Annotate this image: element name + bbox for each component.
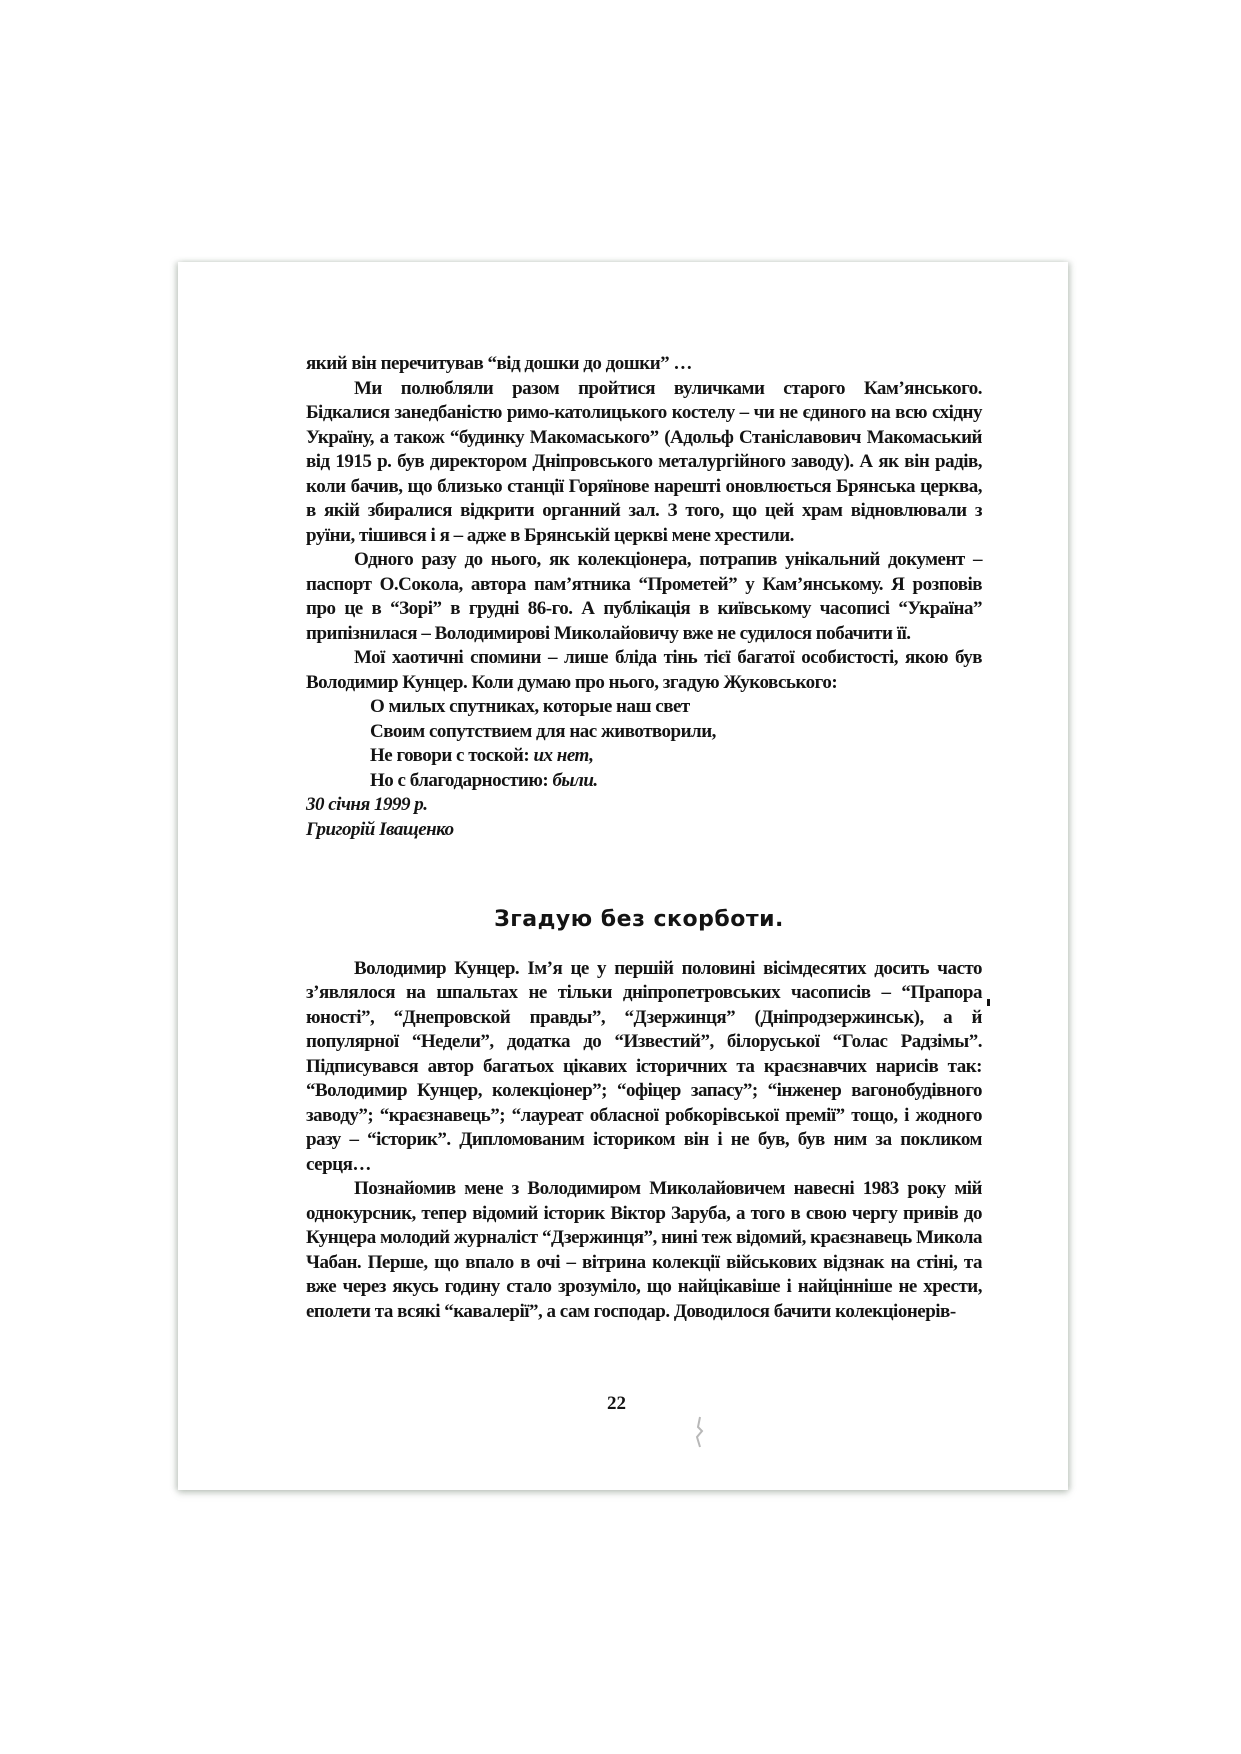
page-number: 22 [607, 1393, 626, 1414]
paragraph-continuation: який він перечитував “від дошки до дошки” … [306, 353, 692, 374]
poem-line: Но с благодарностию: были. [370, 769, 598, 791]
paragraph: Мої хаотичні спомини – лише бліда тінь тієї багатої особистості, якою був Володимир Кунцер. Коли думаю про нього, згадую Жуковського: [306, 647, 982, 693]
date-signature: 30 січня 1999 р. [306, 794, 428, 815]
poem-line: Не говори с тоской: их нет, [370, 745, 594, 766]
paragraph: Володимир Кунцер. Ім’я це у першій половині вісімдесятих досить часто з’являлося на шпальтах не тільки дніпропетровських часописів – “Прапора юності”, “Днепровской правды”, “Дзержинця” (Дніпродзержинськ), а й популярної “Недели”, додатка до “Известий”, білоруської “Голас Радзімы”. Підписувався автор багатьох цікавих історичних та краєзнавчих нарисів так: “Володимир Кунцер, колекціонер”; “офіцер запасу”; “інженер вагонобудівного заводу”; “краєзнавець”; “лауреат обласної робкорівської премії” тощо, і жодного разу – “історик”. Дипломованим істориком він і не був, був ним за покликом серця… [306, 957, 982, 1175]
author-signature: Григорій Іващенко [306, 818, 454, 840]
poem-quote [306, 695, 982, 793]
poem-line: О милых спутниках, которые наш свет [370, 696, 690, 717]
paragraph: Ми полюбляли разом пройтися вуличками старого Кам’янського. Бідкалися занедбаністю римо-католицького костелу – чи не єдиного на всю східну Україну, а також “будинку Макомаського” (Адольф Станіславович Макомаський від 1915 р. був директором Дніпровського металургійного заводу). А як він радів, коли бачив, що близько станції Горяїнове нарешті оновлюється Брянська церква, в якій збиралися відкрити органний зал. З того, що цей храм відновлювали з руїни, тішився і я – адже в Брянській церкві мене хрестили. [306, 377, 982, 546]
section-heading: Згадую без скорботи. [494, 907, 784, 932]
page-text [306, 352, 982, 1324]
scan-smudge-mark [690, 1415, 710, 1449]
scan-speck-mark [985, 998, 993, 1008]
poem-line: Своим сопутствием для нас животворили, [370, 720, 716, 742]
paragraph: Познайомив мене з Володимиром Миколайовичем навесні 1983 року мій однокурсник, тепер відомий історик Віктор Заруба, а того в свою чергу привів до Кунцера молодий журналіст “Дзержинця”, нині теж відомий, краєзнавець Микола Чабан. Перше, що впало в очі – вітрина колекції військових відзнак на стіні, та вже через якусь годину стало зрозуміло, що найцікавіше і найцінніше не хрести, еполети та всякі “кавалерії”, а сам господар. Доводилося бачити колекціонерів- [306, 1178, 982, 1322]
paragraph: Одного разу до нього, як колекціонера, потрапив унікальний документ – паспорт О.Сокола, автора пам’ятника “Прометей” у Кам’янському. Я розповів про це в “Зорі” в грудні 86-го. А публікація в київському часописі “Україна” припізнилася – Володимирові Миколайовичу вже не судилося побачити її. [306, 549, 982, 644]
